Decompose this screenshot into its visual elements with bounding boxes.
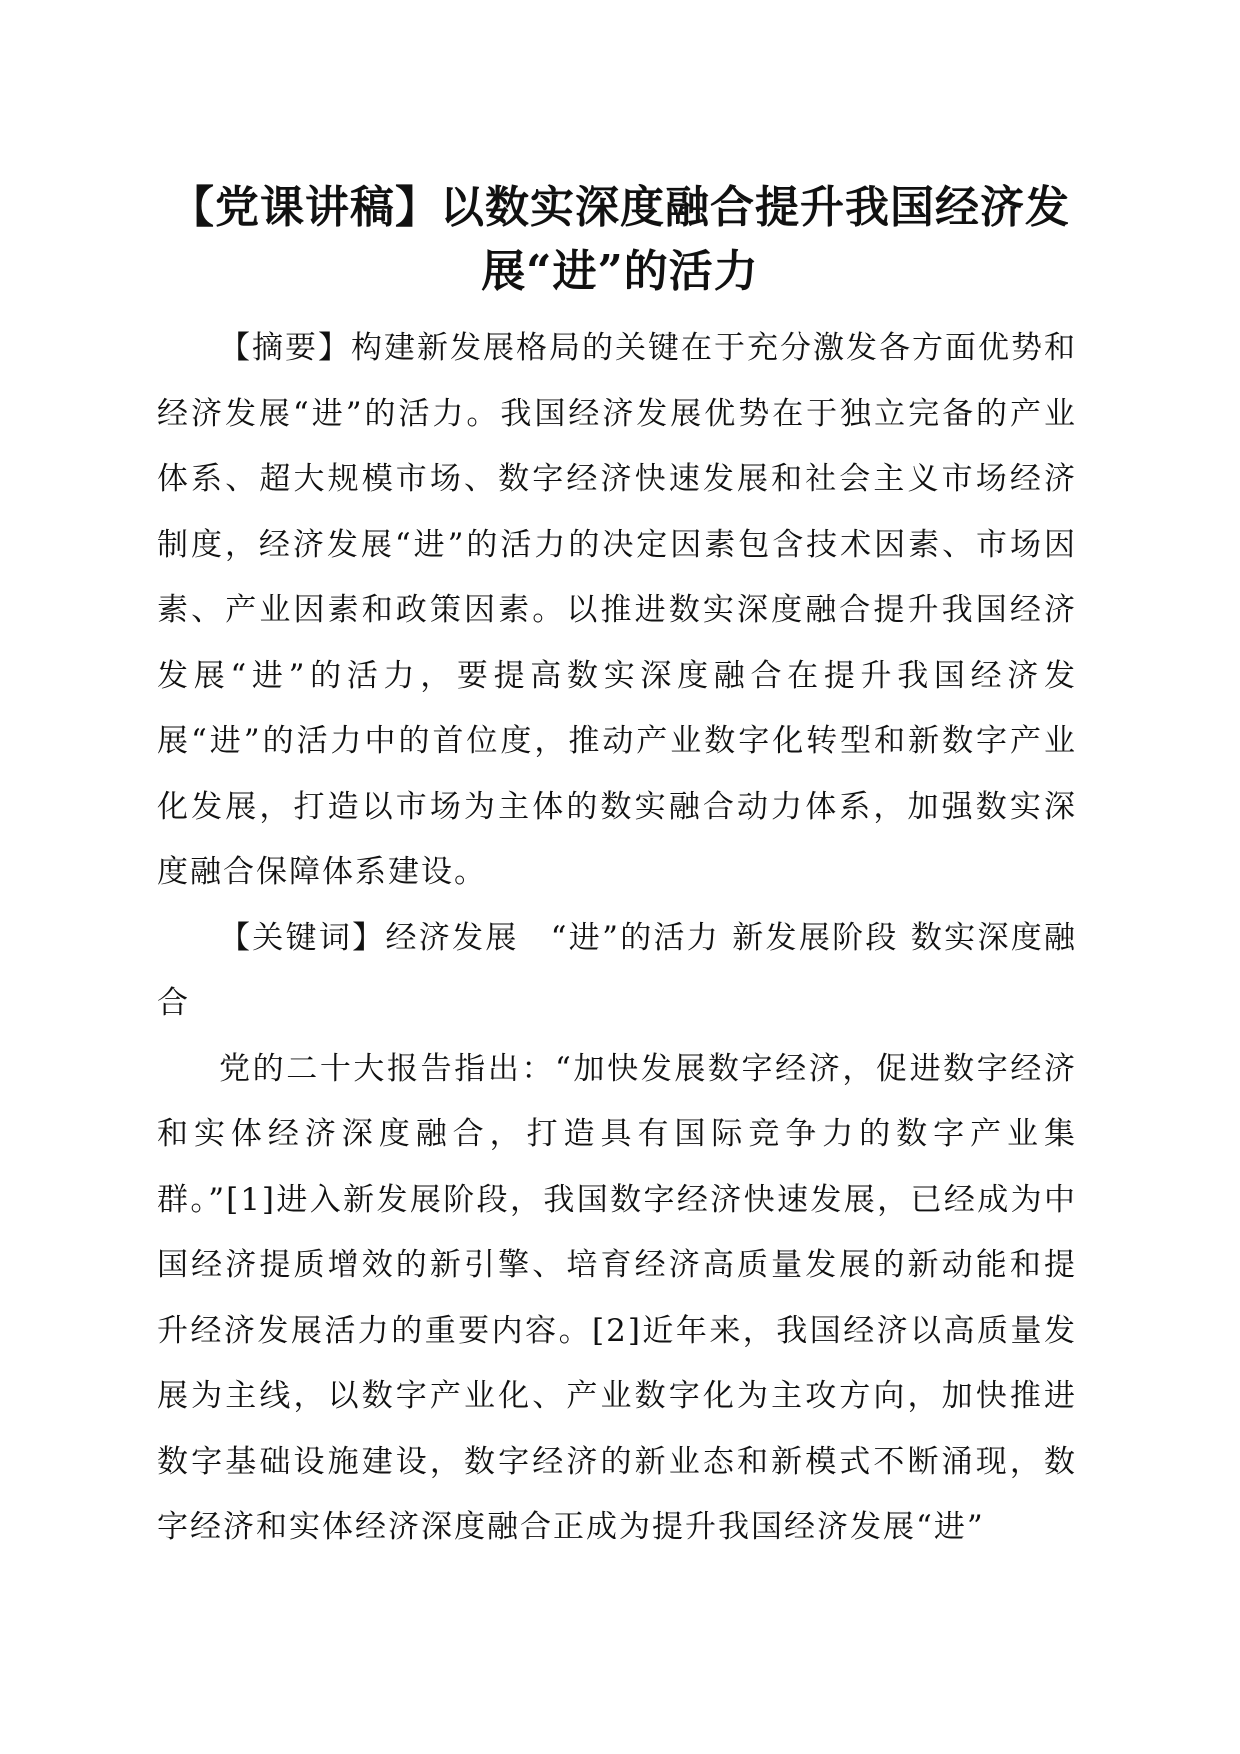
abstract-text: 构建新发展格局的关键在于充分激发各方面优势和经济发展“进”的活力。我国经济发展优势在于独立完备的产业体系、超大规模市场、数字经济快速发展和社会主义市场经济制度，经济发展“进”的活力的决定因素包含技术因素、市场因素、产业因素和政策因素。以推进数实深度融合提升我国经济发展“进”的活力，要提高数实深度融合在提升我国经济发展“进”的活力中的首位度，推动产业数字化转型和新数字产业化发展，打造以市场为主体的数实融合动力体系，加强数实深度融合保障体系建设。 — [157, 330, 1077, 890]
document-title: 【党课讲稿】以数实深度融合提升我国经济发展“进”的活力 — [170, 182, 1070, 297]
abstract-paragraph — [157, 316, 1077, 906]
keywords-paragraph — [157, 906, 1077, 1037]
abstract-label: 【摘要】 — [219, 330, 351, 366]
keywords-label: 【关键词】 — [219, 919, 386, 956]
keyword-3: 新发展阶段 — [732, 919, 899, 956]
keyword-4: 数实深度融合 — [157, 919, 1078, 1021]
document-body — [157, 316, 1077, 1561]
body-paragraph: 党的二十大报告指出：“加快发展数字经济，促进数字经济和实体经济深度融合，打造具有国际竞争力的数字产业集群。”[1]进入新发展阶段，我国数字经济快速发展，已经成为中国经济提质增效的新引擎、培育经济高质量发展的新动能和提升经济发展活力的重要内容。[2]近年来，我国经济以高质量发展为主线，以数字产业化、产业数字化为主攻方向，加快推进数字基础设施建设，数字经济的新业态和新模式不断涌现，数字经济和实体经济深度融合正成为提升我国经济发展“进” — [157, 1050, 1077, 1545]
keyword-1: 经济发展 — [385, 919, 519, 956]
keyword-2: “进”的活力 — [550, 919, 721, 956]
